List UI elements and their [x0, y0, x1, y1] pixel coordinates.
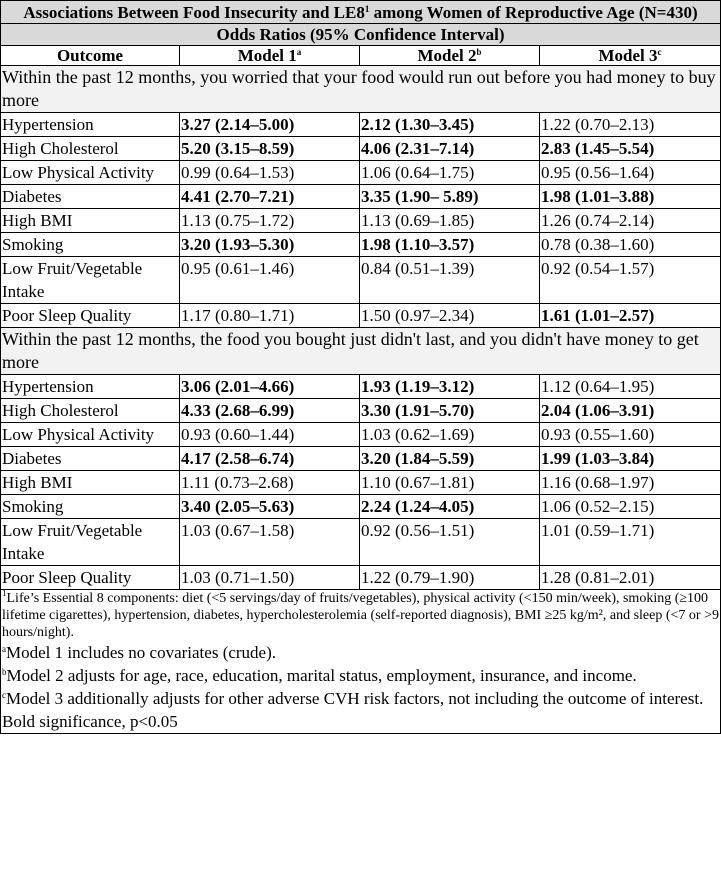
header-model-3-label: Model 3	[598, 46, 658, 65]
odds-ratio-cell-m2: 0.84 (0.51–1.39)	[360, 257, 540, 304]
outcome-cell: Low Fruit/Vegetable Intake	[1, 257, 180, 304]
table-title-text: Associations Between Food Insecurity and LE8	[23, 3, 365, 22]
odds-ratio-cell-m1: 3.20 (1.93–5.30)	[180, 233, 360, 257]
odds-ratio-cell-m3: 2.04 (1.06–3.91)	[540, 399, 721, 423]
odds-ratio-cell-m2: 4.06 (2.31–7.14)	[360, 137, 540, 161]
odds-ratio-cell-m3: 1.98 (1.01–3.88)	[540, 185, 721, 209]
odds-ratio-cell-m3: 1.26 (0.74–2.14)	[540, 209, 721, 233]
table-body	[1, 66, 721, 590]
odds-ratio-cell-m1: 1.17 (0.80–1.71)	[180, 304, 360, 328]
odds-ratio-cell-m3: 0.78 (0.38–1.60)	[540, 233, 721, 257]
table-row	[1, 185, 721, 209]
table-row	[1, 447, 721, 471]
outcome-cell: High BMI	[1, 471, 180, 495]
outcome-cell: Low Physical Activity	[1, 161, 180, 185]
outcome-cell: Hypertension	[1, 375, 180, 399]
table-row	[1, 566, 721, 590]
table-row	[1, 137, 721, 161]
odds-ratio-cell-m1: 4.17 (2.58–6.74)	[180, 447, 360, 471]
odds-ratio-cell-m1: 0.95 (0.61–1.46)	[180, 257, 360, 304]
section-heading: Within the past 12 months, you worried that your food would run out before you had money to buy more	[1, 66, 721, 113]
odds-ratio-cell-m2: 1.98 (1.10–3.57)	[360, 233, 540, 257]
table-title-rest: among Women of Reproductive Age (N=430)	[369, 3, 698, 22]
table-row	[1, 519, 721, 566]
outcome-cell: High Cholesterol	[1, 399, 180, 423]
odds-ratio-cell-m1: 1.11 (0.73–2.68)	[180, 471, 360, 495]
footnote-1-text: Life’s Essential 8 components: diet (<5 servings/day of fruits/vegetables), physical activity (<150 min/week), smoking (≥100 lifetime cigarettes), hypertension, diabetes, hypercholesterolemia (self-reported diagnosis), BMI ≥25 kg/m², and sleep (<7 or >9 hours/night).	[2, 591, 719, 640]
odds-ratio-cell-m2: 1.10 (0.67–1.81)	[360, 471, 540, 495]
section-heading-row	[1, 328, 721, 375]
odds-ratio-cell-m2: 3.20 (1.84–5.59)	[360, 447, 540, 471]
footnote-1	[2, 590, 719, 641]
outcome-cell: Low Fruit/Vegetable Intake	[1, 519, 180, 566]
outcome-cell: Diabetes	[1, 185, 180, 209]
odds-ratio-cell-m2: 1.06 (0.64–1.75)	[360, 161, 540, 185]
odds-ratio-cell-m1: 3.06 (2.01–4.66)	[180, 375, 360, 399]
odds-ratio-cell-m3: 0.92 (0.54–1.57)	[540, 257, 721, 304]
odds-ratio-cell-m2: 2.24 (1.24–4.05)	[360, 495, 540, 519]
footnote-c	[2, 687, 719, 710]
table-title	[1, 1, 721, 24]
odds-ratio-cell-m1: 4.41 (2.70–7.21)	[180, 185, 360, 209]
odds-ratio-cell-m1: 4.33 (2.68–6.99)	[180, 399, 360, 423]
table-subtitle: Odds Ratios (95% Confidence Interval)	[1, 24, 721, 46]
table-row	[1, 161, 721, 185]
odds-ratio-cell-m3: 1.12 (0.64–1.95)	[540, 375, 721, 399]
footnote-1-marker: 1	[2, 588, 7, 598]
odds-ratio-cell-m1: 3.27 (2.14–5.00)	[180, 113, 360, 137]
header-outcome: Outcome	[1, 46, 180, 66]
table-row	[1, 257, 721, 304]
table-row	[1, 399, 721, 423]
significance-note: Bold significance, p<0.05	[2, 712, 178, 731]
footnote-c-text: Model 3 additionally adjusts for other adverse CVH risk factors, not including the outcome of interest.	[6, 689, 704, 708]
header-model-1-label: Model 1	[237, 46, 297, 65]
header-model-1-marker: a	[296, 47, 302, 57]
table-row	[1, 471, 721, 495]
odds-ratio-cell-m2: 1.13 (0.69–1.85)	[360, 209, 540, 233]
table-row	[1, 375, 721, 399]
odds-ratio-cell-m3: 1.06 (0.52–2.15)	[540, 495, 721, 519]
outcome-cell: High BMI	[1, 209, 180, 233]
table-row	[1, 304, 721, 328]
odds-ratio-cell-m2: 3.30 (1.91–5.70)	[360, 399, 540, 423]
odds-ratio-cell-m1: 0.99 (0.64–1.53)	[180, 161, 360, 185]
odds-ratio-cell-m2: 1.93 (1.19–3.12)	[360, 375, 540, 399]
odds-ratio-cell-m1: 5.20 (3.15–8.59)	[180, 137, 360, 161]
odds-ratio-cell-m1: 0.93 (0.60–1.44)	[180, 423, 360, 447]
odds-ratio-cell-m1: 1.13 (0.75–1.72)	[180, 209, 360, 233]
footnote-b-text: Model 2 adjusts for age, race, education, marital status, employment, insurance, and income.	[6, 666, 637, 685]
odds-ratio-cell-m2: 2.12 (1.30–3.45)	[360, 113, 540, 137]
footnote-b	[2, 664, 719, 687]
header-model-2	[360, 46, 540, 66]
table-row	[1, 423, 721, 447]
header-model-1	[180, 46, 360, 66]
outcome-cell: Diabetes	[1, 447, 180, 471]
table-row	[1, 209, 721, 233]
outcome-cell: Smoking	[1, 233, 180, 257]
odds-ratio-cell-m1: 1.03 (0.67–1.58)	[180, 519, 360, 566]
header-model-3	[540, 46, 721, 66]
odds-ratio-cell-m2: 1.22 (0.79–1.90)	[360, 566, 540, 590]
footnotes	[1, 590, 721, 734]
odds-ratio-cell-m1: 3.40 (2.05–5.63)	[180, 495, 360, 519]
header-model-3-marker: c	[657, 47, 662, 57]
table-row	[1, 113, 721, 137]
title-footnote-marker: 1	[364, 4, 370, 14]
odds-ratio-cell-m3: 1.22 (0.70–2.13)	[540, 113, 721, 137]
footnote-c-marker: c	[2, 690, 6, 700]
header-model-2-marker: b	[476, 47, 482, 57]
header-model-2-label: Model 2	[417, 46, 477, 65]
footnote-b-marker: b	[2, 667, 7, 677]
odds-ratio-cell-m2: 1.50 (0.97–2.34)	[360, 304, 540, 328]
odds-ratio-cell-m3: 1.16 (0.68–1.97)	[540, 471, 721, 495]
footnote-a	[2, 641, 719, 664]
odds-ratio-cell-m3: 1.99 (1.03–3.84)	[540, 447, 721, 471]
outcome-cell: Poor Sleep Quality	[1, 566, 180, 590]
odds-ratio-cell-m2: 0.92 (0.56–1.51)	[360, 519, 540, 566]
odds-ratio-cell-m2: 1.03 (0.62–1.69)	[360, 423, 540, 447]
footnote-a-text: Model 1 includes no covariates (crude).	[6, 643, 277, 662]
footnote-a-marker: a	[2, 644, 6, 654]
footnote-cell	[1, 590, 721, 734]
section-heading-row	[1, 66, 721, 113]
table-row	[1, 495, 721, 519]
outcome-cell: Low Physical Activity	[1, 423, 180, 447]
section-heading: Within the past 12 months, the food you bought just didn't last, and you didn't have money to get more	[1, 328, 721, 375]
odds-ratio-cell-m3: 1.28 (0.81–2.01)	[540, 566, 721, 590]
odds-ratio-cell-m1: 1.03 (0.71–1.50)	[180, 566, 360, 590]
outcome-cell: Smoking	[1, 495, 180, 519]
column-header-row	[1, 46, 721, 66]
outcome-cell: High Cholesterol	[1, 137, 180, 161]
odds-ratio-cell-m3: 0.95 (0.56–1.64)	[540, 161, 721, 185]
outcome-cell: Poor Sleep Quality	[1, 304, 180, 328]
odds-ratio-cell-m3: 2.83 (1.45–5.54)	[540, 137, 721, 161]
odds-ratio-cell-m3: 0.93 (0.55–1.60)	[540, 423, 721, 447]
odds-ratio-cell-m3: 1.01 (0.59–1.71)	[540, 519, 721, 566]
outcome-cell: Hypertension	[1, 113, 180, 137]
odds-ratio-cell-m2: 3.35 (1.90– 5.89)	[360, 185, 540, 209]
odds-ratio-cell-m3: 1.61 (1.01–2.57)	[540, 304, 721, 328]
table-row	[1, 233, 721, 257]
